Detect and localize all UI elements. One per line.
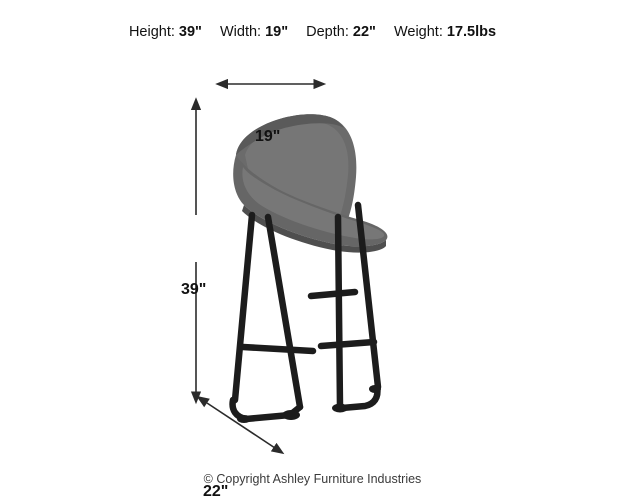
spec-width-label: Width: (219, 24, 262, 40)
spec-width (220, 24, 288, 40)
spec-weight-value: 17.5lbs (446, 24, 497, 40)
depth-dimension-arrow (207, 403, 275, 448)
copyright-notice: © Copyright Ashley Furniture Industries (203, 472, 422, 486)
spec-depth-label: Depth: (306, 24, 349, 40)
bar-stool-illustration (0, 55, 625, 465)
spec-weight (394, 24, 496, 40)
spec-depth-value: 22" (352, 24, 376, 40)
depth-dimension-label: 22" (203, 483, 229, 500)
height-dimension-label: 39" (181, 281, 207, 298)
spec-height (129, 24, 202, 40)
spec-weight-label: Weight: (393, 24, 443, 40)
width-dimension-label: 19" (255, 128, 281, 145)
spec-height-value: 39" (178, 24, 202, 40)
specification-line (0, 24, 625, 40)
spec-depth (306, 24, 376, 40)
spec-height-label: Height: (128, 24, 175, 40)
spec-width-value: 19" (265, 24, 289, 40)
